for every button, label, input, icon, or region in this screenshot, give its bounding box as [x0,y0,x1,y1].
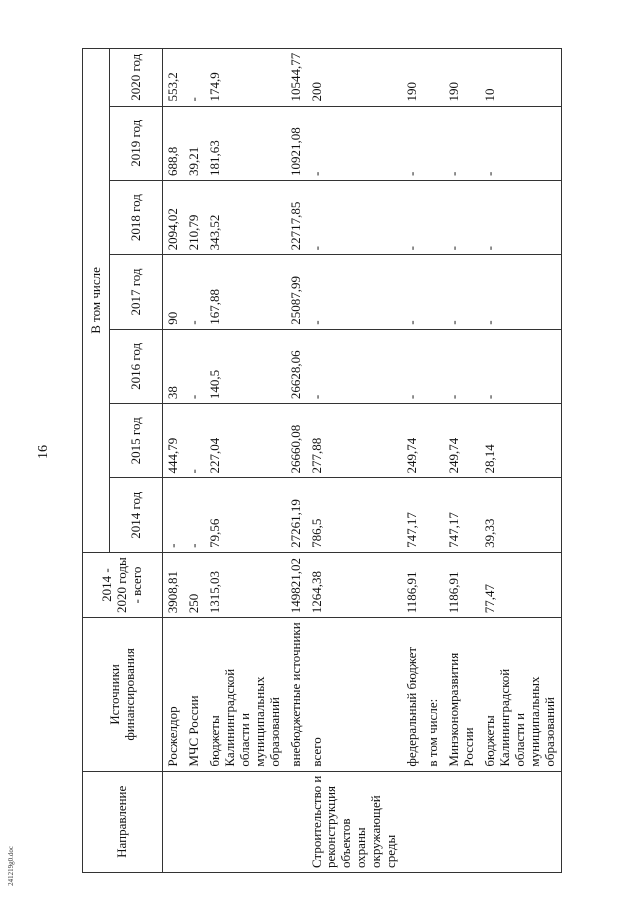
row-value-2018 [423,180,444,254]
row-value-2016: - [402,329,423,403]
row-total [423,552,444,617]
page-number: 16 [36,445,51,459]
row-value-2016: - [444,329,480,403]
row-value-2017: - [480,255,561,329]
row-value-2016: - [307,329,403,403]
row-direction [184,771,205,872]
row-value-2014: 747,17 [444,478,480,552]
row-value-2015: 249,74 [402,404,423,478]
row-value-2016: 140,5 [205,329,286,403]
row-value-2017: - [184,255,205,329]
row-value-2020: 174,9 [205,49,286,107]
financing-table [82,48,562,873]
row-value-2015: - [184,404,205,478]
row-value-2014: 786,5 [307,478,403,552]
row-value-2018: - [480,180,561,254]
row-value-2015: 26660,08 [286,404,307,478]
table-row [402,49,423,873]
row-total: 1315,03 [205,552,286,617]
row-value-2019: - [480,106,561,180]
row-source: бюджеты Калининградской области и муниципальных образований [205,618,286,771]
row-value-2016: - [184,329,205,403]
row-source: Росжелдор [163,618,184,771]
row-value-2015: 227,04 [205,404,286,478]
row-value-2017: 167,88 [205,255,286,329]
row-source: внебюджетные источники [286,618,307,771]
row-value-2015: 277,88 [307,404,403,478]
row-value-2020: 10 [480,49,561,107]
header-year: 2020 год [110,49,163,107]
row-source: бюджеты Калининградской области и муниципальных образований [480,618,561,771]
row-value-2018: 343,52 [205,180,286,254]
row-value-2014: 39,33 [480,478,561,552]
row-value-2016: 26628,06 [286,329,307,403]
row-value-2019: 39,21 [184,106,205,180]
row-total: 77,47 [480,552,561,617]
table-row [307,49,403,873]
row-value-2017 [423,255,444,329]
row-value-2019: 10921,08 [286,106,307,180]
row-value-2016: 38 [163,329,184,403]
row-value-2018: - [402,180,423,254]
table-row [444,49,480,873]
row-total: 250 [184,552,205,617]
row-value-2020: 200 [307,49,403,107]
header-total: 2014 - 2020 годы - всего [83,552,163,617]
row-value-2020 [423,49,444,107]
row-source: Минэкономразвития России [444,618,480,771]
row-value-2015 [423,404,444,478]
row-value-2017: 25087,99 [286,255,307,329]
row-direction [286,771,307,872]
row-value-2018: 22717,85 [286,180,307,254]
row-value-2016 [423,329,444,403]
row-direction: Строительство и реконструкция объектов охраны окружающей среды [307,771,403,872]
row-value-2014: 747,17 [402,478,423,552]
row-value-2020: 190 [444,49,480,107]
row-total: 149821,02 [286,552,307,617]
row-direction [423,771,444,872]
row-source: федеральный бюджет [402,618,423,771]
header-year: 2016 год [110,329,163,403]
row-total: 1264,38 [307,552,403,617]
row-value-2019: 688,8 [163,106,184,180]
row-source: всего [307,618,403,771]
row-value-2017: - [402,255,423,329]
row-direction [480,771,561,872]
row-value-2019: - [444,106,480,180]
row-source: в том числе: [423,618,444,771]
row-value-2019: 181,63 [205,106,286,180]
row-value-2020: 190 [402,49,423,107]
table-row [286,49,307,873]
table-row [423,49,444,873]
row-value-2019 [423,106,444,180]
row-value-2018: - [444,180,480,254]
header-year: 2014 год [110,478,163,552]
row-value-2015: 249,74 [444,404,480,478]
row-value-2014 [423,478,444,552]
table-row [163,49,184,873]
header-including: В том числе [83,49,110,553]
header-direction: Направление [83,771,163,872]
header-year: 2019 год [110,106,163,180]
row-value-2020: 553,2 [163,49,184,107]
row-source: МЧС России [184,618,205,771]
header-year: 2018 год [110,180,163,254]
row-value-2018: 210,79 [184,180,205,254]
row-value-2018: - [307,180,403,254]
row-value-2020: 10544,77 [286,49,307,107]
row-total: 3908,81 [163,552,184,617]
row-value-2019: - [402,106,423,180]
row-value-2020: - [184,49,205,107]
row-direction [163,771,184,872]
row-total: 1186,91 [402,552,423,617]
row-value-2015: 444,79 [163,404,184,478]
row-value-2019: - [307,106,403,180]
row-direction [444,771,480,872]
table-row [480,49,561,873]
row-value-2017: - [444,255,480,329]
row-total: 1186,91 [444,552,480,617]
footer-file-name: 241219g0.doc [7,846,15,886]
table-row [205,49,286,873]
row-value-2014: - [163,478,184,552]
row-value-2014: 27261,19 [286,478,307,552]
header-year: 2017 год [110,255,163,329]
header-year: 2015 год [110,404,163,478]
row-value-2018: 2094,02 [163,180,184,254]
row-value-2014: - [184,478,205,552]
row-value-2016: - [480,329,561,403]
row-value-2014: 79,56 [205,478,286,552]
header-source: Источники финансирования [83,618,163,771]
table-row [184,49,205,873]
row-value-2017: - [307,255,403,329]
row-value-2017: 90 [163,255,184,329]
row-value-2015: 28,14 [480,404,561,478]
row-direction [402,771,423,872]
rotated-page-content [82,48,640,873]
row-direction [205,771,286,872]
